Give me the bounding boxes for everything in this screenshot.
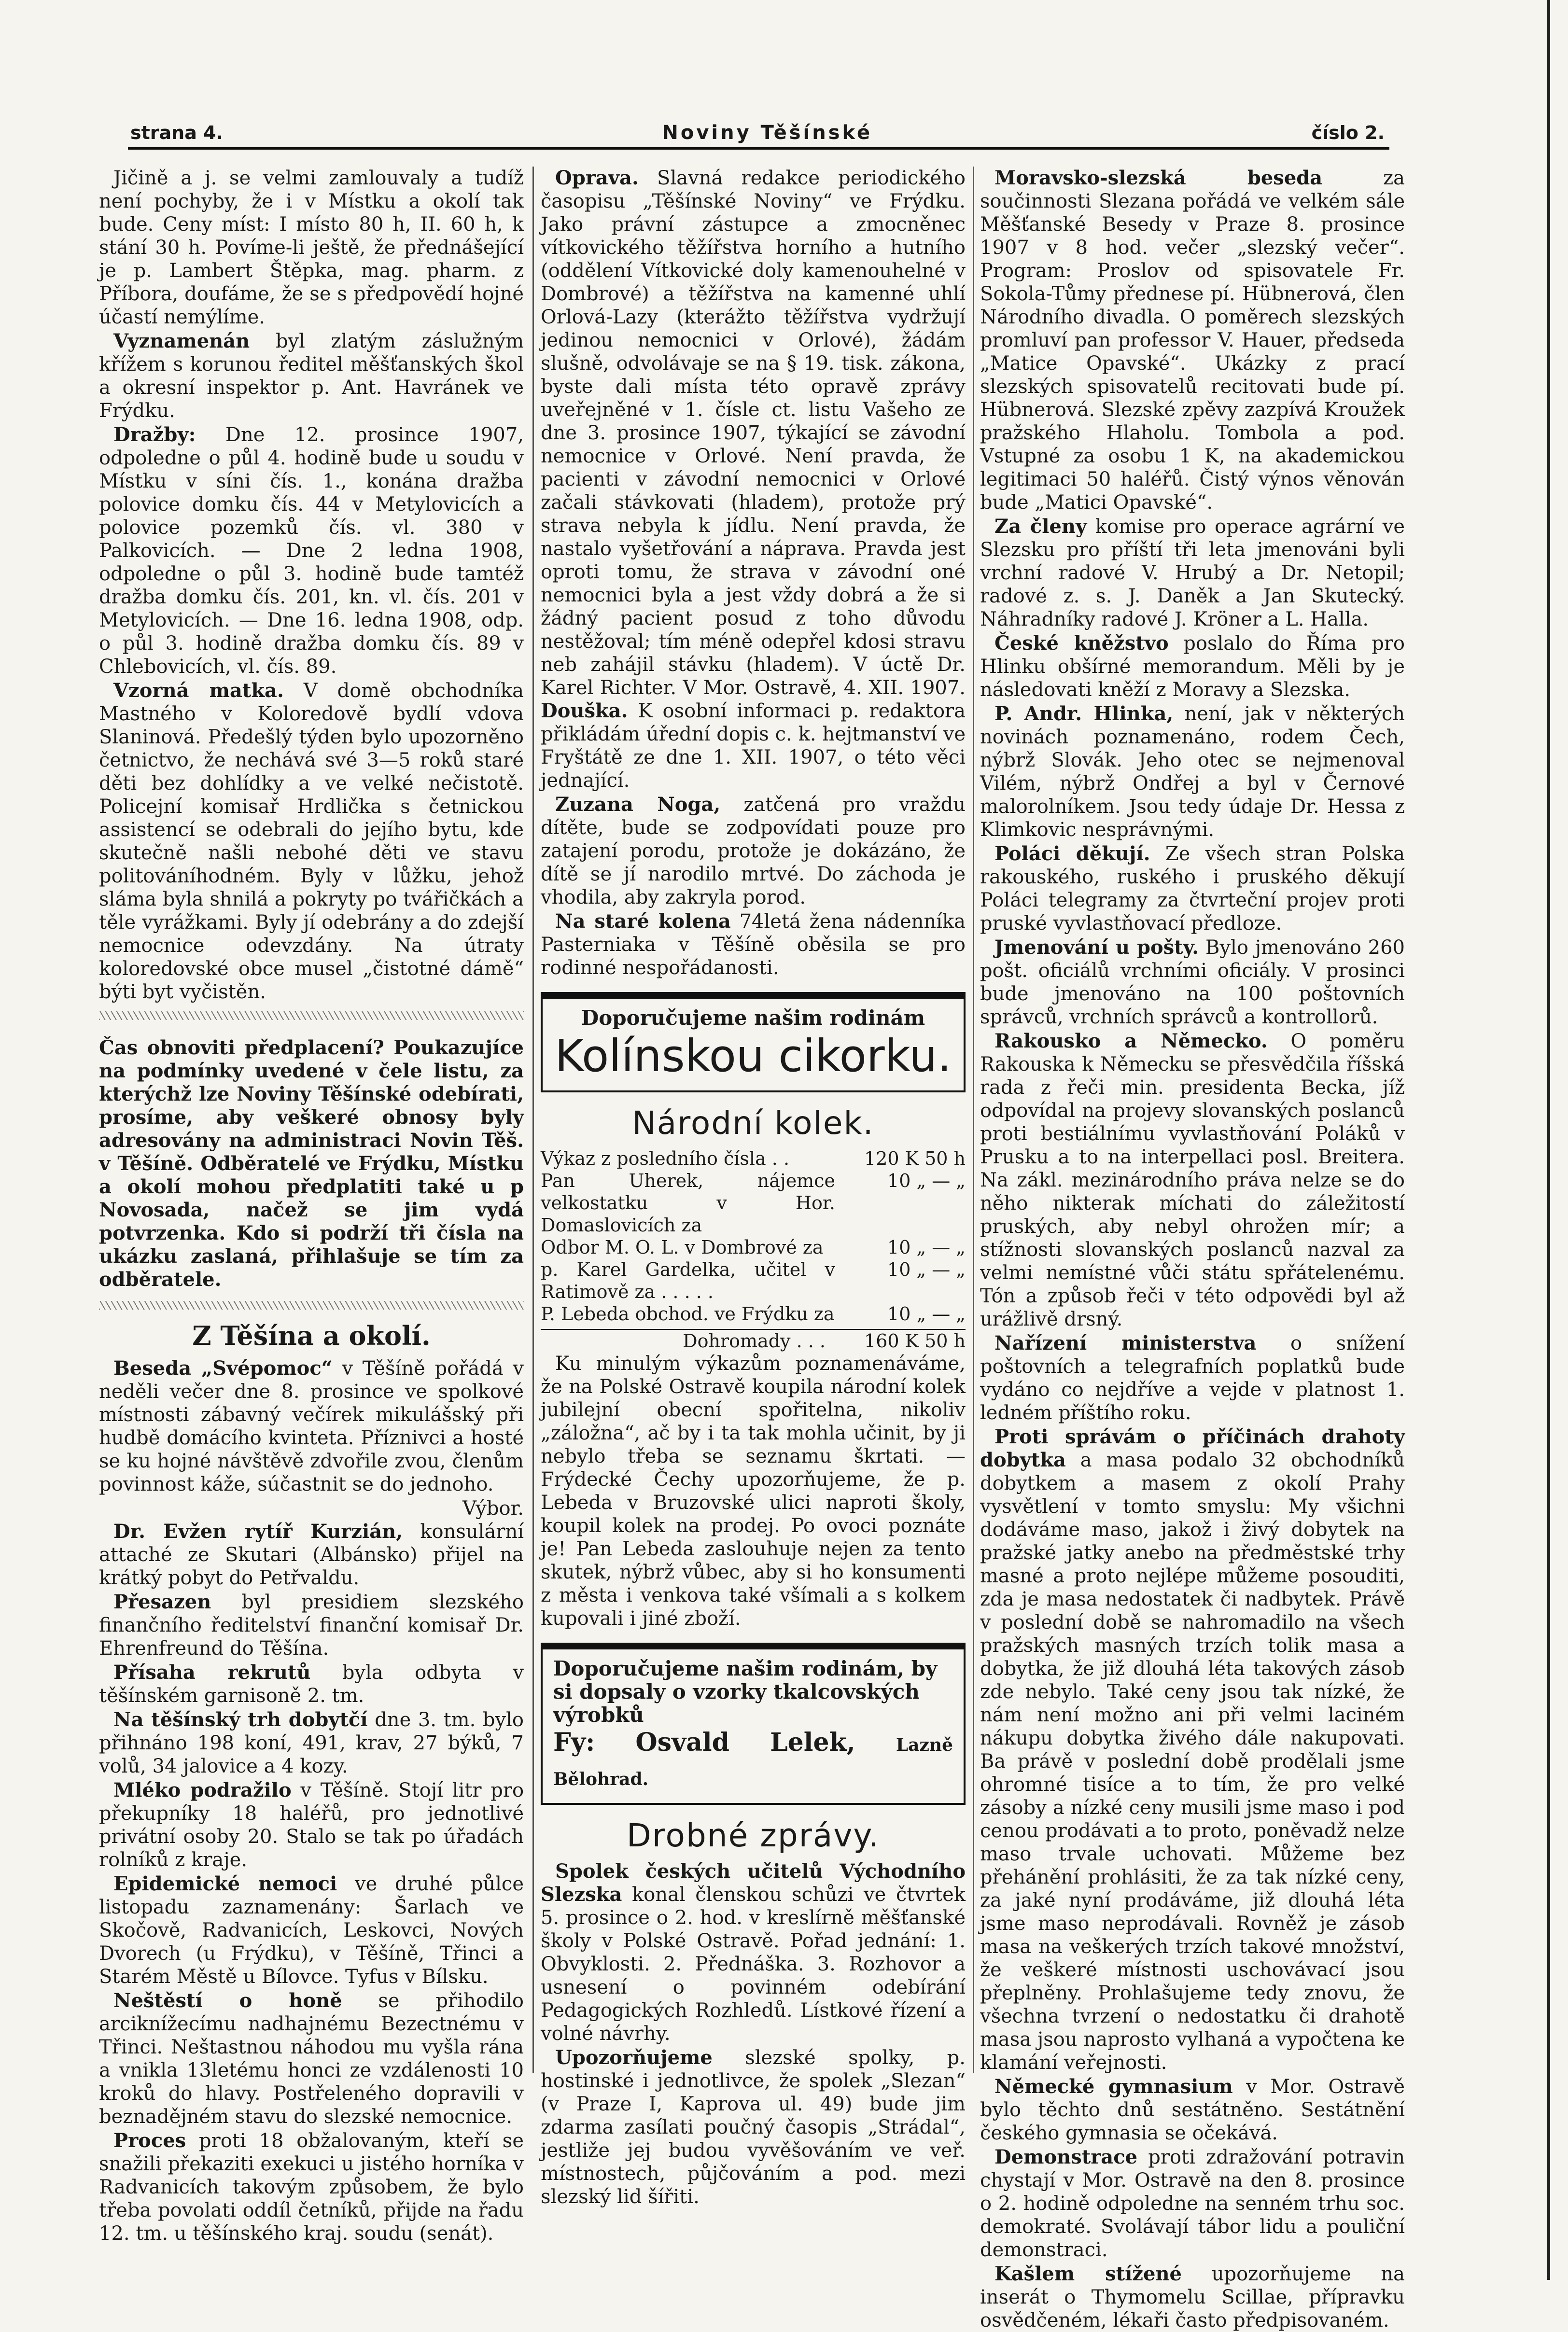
column-1 [99,167,524,2245]
donation-row: p. Karel Gardelka, učitel v Ratimově za . . . . . 10 „ — „ [541,1259,966,1302]
column-divider [973,167,974,2073]
newspaper-title: Noviny Těšínské [662,122,873,144]
article-lead: Dr. Evžen rytíř Kurzián, [113,1520,403,1543]
article-paragraph: Upozorňujeme slezské spolky, p. hostinské i jednotlivce, že spolek „Slezan“ (v Praze I, Kaprova ul. 49) bude jim zdarma zasílati poučný časopis „Strádal“, jestliže jej budou vyvěšováním ve veř. místnostech, půjčováním a pod. mezi slezský lid šířiti. [541,2046,966,2208]
section-heading: Drobné zprávy. [627,1817,880,1854]
article-paragraph: Vyznamenán byl zlatým záslužným křížem s korunou ředitel měšťanských škol a okresní inspektor p. Ant. Havránek ve Frýdku. [99,330,524,422]
article-lead: Jmenování u pošty. [994,936,1199,959]
article-lead: Demonstrace [994,2146,1138,2168]
signature: Výbor. [462,1497,524,1520]
article-paragraph: Dr. Evžen rytíř Kurzián, konsulární attaché ze Skutari (Albánsko) přijel na krátký pobyt do Petřvaldu. [99,1520,524,1589]
article-paragraph: Dražby: Dne 12. prosince 1907, odpoledne o půl 4. hodině bude u soudu v Místku v síni čís. 1., konána dražba polovice domku čís. 44 v Metylovicích a polovice pozemků čís. vl. 380 v Palkovicích. — Dne 2 ledna 1908, odpoledne o půl 3. hodině bude tamtéž dražba domku čís. 201, kn. vl. čís. 201 v Metylovicích. — Dne 16. ledna 1908, odp. o půl 3. hodině dražba domku čís. 89 v Chlebovicích, vl. čís. 89. [99,423,524,678]
article-lead: Za členy [994,515,1087,538]
article-lead: Na těšínský trh dobytčí [113,1708,368,1731]
article-lead: Rakousko a Německo. [994,1030,1268,1052]
article-paragraph: České kněžstvo poslalo do Říma pro Hlinku obšírné memorandum. Měli by je následovati kněží z Moravy a Slezska. [980,632,1405,701]
page-edge [1547,0,1550,2280]
article-lead: Kašlem stížené [994,2262,1182,2285]
donation-row: Výkaz z posledního čísla . . 120 K 50 h [541,1148,966,1169]
article-paragraph: Epidemické nemoci ve druhé půlce listopadu zaznamenány: Šarlach ve Skočově, Radvanicích, Leskovci, Nových Dvorech (u Frýdku), v Těšíně, Třinci a Starém Městě u Bílovce. Tyfus v Bílsku. [99,1872,524,1988]
article-paragraph: Proces proti 18 obžalovaným, kteří se snažili překaziti exekuci u jistého horníka v Radvanicích takovým způsobem, že bylo třeba povolati oddíl četníků, přijde na řadu 12. tm. u těšínského kraj. soudu (senát). [99,2129,524,2245]
article-paragraph: Spolek českých učitelů Východního Slezska konal členskou schůzi ve čtvrtek 5. prosince o 2. hod. v kreslírně měšťanské školy v Polské Ostravě. Pořad jednání: 1. Obvyklosti. 2. Přednáška. 3. Rozhovor a usnesení o povinném odebírání Pedagogických Rozhledů. Lístkové řízení a volné návrhy. [541,1860,966,2045]
article-paragraph: Jmenování u pošty. Bylo jmenováno 260 pošt. oficiálů vrchními oficiály. V prosinci bude jmenováno na 100 poštovních správců, vrchních správců a kontrollorů. [980,936,1405,1028]
article-lead: Na staré kolena [555,910,731,933]
article-paragraph: Vzorná matka. V domě obchodníka Mastného v Koloredově bydlí vdova Slaninová. Předešlý týden bylo upozorněno četnictvo, že nechává své 3—5 roků staré děti bez dohlídky a ve velké nečistotě. Policejní komisař Hrdlička s četnickou assistencí se odebrali do jejího bytu, kde skutečně našli nebohé děti ve stavu politováníhodném. Byly v lůžku, jehož sláma byla shnilá a pokryty po tvářičkách a těle vyrážkami. Byly jí odebrány a do zdejší nemocnice odevzdány. Na útraty koloredovské obce musel „čistotné dámě“ býti byt vyčistěn. [99,679,524,1003]
article-lead: Mléko podražilo [113,1779,292,1801]
article-lead: Poláci děkují. [994,842,1150,865]
section-heading: Národní kolek. [632,1104,874,1142]
ad-brand: Kolínskou cikorku. [555,1030,952,1082]
donation-row: Pan Uherek, nájemce velkostatku v Hor. Domaslovicích za 10 „ — „ [541,1170,966,1236]
article-lead: Moravsko-slezská beseda [994,167,1323,189]
issue-number: číslo 2. [1311,122,1385,143]
article-lead: P. Andr. Hlinka, [994,702,1174,725]
article-lead: Oprava. [555,167,639,189]
article-lead: Zuzana Noga, [555,793,721,816]
page-number: strana 4. [130,122,223,143]
ad-title: Doporučujeme našim rodinám, by si dopsaly o vzorky tkalcovských výrobků [553,1657,938,1727]
article-paragraph: Oprava. Slavná redakce periodického časopisu „Těšínské Noviny“ ve Frýdku. Jako právní zástupce a zmocněnec vítkovického těžířstva horního a hutního (oddělení Vítkovické doly kamenouhelné v Dombrové) a těžířstva na kamenné uhlí Orlová-Lazy (kterážto těžířstva vydržují jedinou nemocnici v Orlové), žádám slušně, odvolávaje se na § 19. tisk. zákona, byste dali místa této opravě zprávy uveřejněné v 1. čísle ct. listu Vašeho ze dne 3. prosince 1907, týkající se závodní nemocnice v Orlové. Není pravda, že pacienti v závodní nemocnici v Orlové začali stávkovati (hladem), protože prý strava nebyla k jídlu. Není pravda, že nastalo vyšetřování a náprava. Pravda jest oproti tomu, že strava v závodní oné nemocnici byla a jest vždy dobrá a že si žádný pacient posud z toho důvodu nestěžoval; tím méně odepřel kdosi stravu neb zahájil stávku (hladem). V úctě Dr. Karel Richter. V Mor. Ostravě, 4. XII. 1907. Douška. K osobní informaci p. redaktora přikládám úřední dopis c. k. hejtmanství ve Fryštátě ze dne 1. XII. 1907, o této věci jednající. [541,167,966,792]
article-lead: Přesazen [113,1591,211,1613]
ad-firm: Fy: Osvald Lelek, Lazně Bělohrad. [553,1728,953,1789]
article-paragraph: P. Andr. Hlinka, není, jak v některých novinách poznamenáno, rodem Čech, nýbrž Slovák. Jeho otec se nejmenoval Vilém, nýbrž Ondřej a byl v Černové malorolníkem. Jsou tedy údaje Dr. Hessa z Klimkovic nesprávnými. [980,702,1405,841]
page-header [130,116,1385,150]
article-lead: Proces [113,2129,186,2152]
ornamental-divider [99,1301,524,1310]
article-paragraph: Na staré kolena 74letá žena nádenníka Pasterniaka v Těšíně oběsila se pro rodinné nespořádanosti. [541,910,966,979]
article-lead: Neštěstí o honě [113,1989,342,2012]
article-paragraph: Přesazen byl presidiem slezského finančního ředitelství finanční komisař Dr. Ehrenfreund do Těšína. [99,1591,524,1660]
article-lead: Epidemické nemoci [113,1872,337,1895]
article-paragraph: Ku minulým výkazům poznamenáváme, že na Polské Ostravě koupila národní kolek jubilejní obecní spořitelna, nikoliv „záložna“, ač by i ta tak mohla učinit, by ji nebylo třeba se seznamu škrtati. — Frýdecké Čechy upozorňujeme, že p. Lebeda v Bruzovské ulici naproti školy, koupil kolek na prodej. Po ovoci poznáte je! Pan Lebeda zaslouhuje nejen za tento skutek, nýbrž vůbec, aby si ho konsumenti z města i venkova také všímali a s kolkem kupovali i jiné zboží. [541,1353,966,1630]
section-heading: Z Těšína a okolí. [192,1320,431,1351]
article-paragraph: Demonstrace proti zdražování potravin chystají v Mor. Ostravě na den 8. prosince o 2. hodině odpoledne na senném trhu soc. demokraté. Svolávají tábor lidu a pouliční demonstraci. [980,2146,1405,2261]
column-divider [532,167,534,2073]
article-paragraph: Německé gymnasium v Mor. Ostravě bylo těchto dnů sestátněno. Sestátnění českého gymnasia se očekává. [980,2075,1405,2144]
subscription-notice: Čas obnoviti předplacení? Poukazujíce na podmínky uvedené v čele listu, za kterýchž lze Noviny Těšínské odebírati, prosíme, aby veškeré obnosy byly adresovány na administraci Novin Těš. v Těšíně. Odběratelé ve Frýdku, Místku a okolí mohou předplatiti také u p Novosada, načež se jim vydá potvrzenka. Kdo si podrží tři čísla na ukázku zaslaná, přihlašuje se tím za odběratele. [99,1036,524,1291]
ad-title: Doporučujeme našim rodinám [581,1006,925,1030]
article-paragraph: Kašlem stížené upozorňujeme na inserát o Thymomelu Scillae, přípravku osvědčeném, lékaři často předpisovaném. [980,2262,1405,2332]
article-paragraph: Moravsko-slezská beseda za součinnosti Slezana pořádá ve velkém sále Měšťanské Besedy v Praze 8. prosince 1907 v 8 hod. večer „slezský večer“. Program: Proslov od spisovatele Fr. Sokola-Tůmy přednese pí. Hübnerová, člen Národního divadla. O poměrech slezských promluví pan professor V. Hauer, předseda „Matice Opavské“. Ukázky z prací slezských spisovatelů recitovati bude pí. Hübnerová. Slezské zpěvy zazpívá Kroužek pražského Hlaholu. Tombola a pod. Vstupné za osobu 1 K, na akademickou legitimaci 50 haléřů. Čistý výnos věnován bude „Matici Opavské“. [980,167,1405,514]
article-lead: Douška. [541,699,628,722]
article-lead: Vzorná matka. [113,679,284,702]
donation-total: Dohromady . . . 160 K 50 h [541,1329,966,1352]
article-paragraph: Přísaha rekrutů byla odbyta v těšínském garnisoně 2. tm. [99,1661,524,1707]
article-paragraph: Beseda „Svépomoc“ v Těšíně pořádá v neděli večer dne 8. prosince ve spolkové místnosti zábavný večírek mikulášský při hudbě domácího kvinteta. Příznivci a hosté se ku hojné návštěvě zdvořile zvou, členům povinnost káže, súčastnit se do jednoho. [99,1357,524,1495]
column-2 [541,167,966,2208]
article-paragraph: Proti správám o příčinách drahoty dobytka a masa podalo 32 obchodníků dobytkem a masem z okolí Prahy vysvětlení v tomto smyslu: My všichni dodáváme maso, jakož i živý dobytek na pražské jatky anebo na předměstské trhy masné a proto nejlépe můžeme posouditi, zda je masa nedostatek či nadbytek. Právě v poslední době se nahromadilo na všech pražských masných trzích tolik masa a dobytka, že již dlouhá léta takových zásob zde nebylo. Také ceny jsou tak nízké, že nám není možno ani při velmi laciném nákupu dobytka živého dále nakupovati. Ba právě v poslední době prodělali jsme ohromné tisíce a to tím, že pro velké zásoby a nízké ceny musili jsme maso i pod cenou prodávati a to proto, poněvadž nelze maso trvale uchovati. Můžeme bez přehánění prohlásiti, že za tak nízké ceny, za jaké nyní prodáváme, již dlouhá léta jsme maso neprodávali. Rovněž je zásob masa na veškerých trzích takové množství, že veškeré místnosti uschovávací jsou přeplněny. Prohlašujeme tedy znovu, že všechna tvrzení o nedostatku či drahotě masa jsou naprosto vylhaná a vypočtena ke klamání veřejnosti. [980,1425,1405,2074]
article-lead: Upozorňujeme [555,2046,713,2069]
article-lead: Dražby: [113,423,196,446]
article-lead: Německé gymnasium [994,2075,1233,2098]
article-lead: Spolek českých učitelů Východního Slezska [541,1860,966,1906]
ornamental-divider [99,1011,524,1020]
header-rule [128,147,1389,150]
donation-row: Odbor M. O. L. v Dombrové za 10 „ — „ [541,1237,966,1258]
advertisement-weaving [541,1643,966,1805]
article-paragraph: Rakousko a Německo. O poměru Rakouska k Německu se přesvědčila říšská rada z řeči min. presidenta Becka, jíž odpovídal na projevy slovanských poslanců proti bestiálnímu vyvlastňování Poláků v Prusku a to na interpellaci posl. Breitera. Na zákl. mezinárodního práva nelze se do něho nikterak míchati do záležitostí pruských, aby nebyl ohrožen mír; a stížnosti slovanských poslanců nazval za velmi nemístné vůči státu spřátelenému. Tón a způsob řeči v této odpovědi byl až urážlivě drsný. [980,1030,1405,1330]
article-paragraph: Mléko podražilo v Těšíně. Stojí litr pro překupníky 18 haléřů, pro jednotlivé privátní osoby 20. Stalo se tak po úřadách rolníků z kraje. [99,1779,524,1871]
article-paragraph: Za členy komise pro operace agrární ve Slezsku pro příští tři leta jmenováni byli vrchní radové V. Hrubý a Dr. Netopil; radové z. s. J. Daněk a Jan Skutecký. Náhradníky radové J. Kröner a L. Halla. [980,515,1405,630]
article-lead: Beseda „Svépomoc“ [113,1357,333,1380]
article-paragraph: Jičině a j. se velmi zamlouvaly a tudíž není pochyby, že i v Místku a okolí tak bude. Ceny míst: I místo 80 h, II. 60 h, k stání 30 h. Povíme-li ještě, že přednášející je p. Lambert Štěpka, mag. pharm. z Příbora, doufáme, že se s předpovědí hojné účastí nemýlíme. [99,167,524,328]
article-lead: České kněžstvo [994,632,1169,655]
article-paragraph: Poláci děkují. Ze všech stran Polska rakouského, ruského i pruského děkují Poláci telegramy za čtvrteční projev proti pruské vyvlastňovací předloze. [980,842,1405,935]
advertisement-chicory [541,992,966,1092]
article-lead: Vyznamenán [113,330,250,352]
article-lead: Proti správám o příčinách drahoty dobytka [980,1425,1405,1471]
article-paragraph: Zuzana Noga, zatčená pro vraždu dítěte, bude se zodpovídati pouze pro zatajení porodu, protože je dokázáno, že dítě se jí narodilo mrtvé. Do záchoda je vhodila, aby zakryla porod. [541,793,966,908]
article-lead: Přísaha rekrutů [113,1661,311,1684]
article-paragraph: Na těšínský trh dobytčí dne 3. tm. bylo přihnáno 198 koní, 491, krav, 27 býků, 7 volů, 34 jalovice a 4 kozy. [99,1708,524,1777]
donation-row: P. Lebeda obchod. ve Frýdku za 10 „ — „ [541,1303,966,1325]
article-lead: Nařízení ministerstva [994,1332,1257,1355]
donation-list [541,1147,966,1352]
article-paragraph: Nařízení ministerstva o snížení poštovních a telegrafních poplatků bude vydáno co nejdříve a vejde v platnost 1. ledném příštího roku. [980,1332,1405,1424]
column-3 [980,167,1405,2332]
article-paragraph: Neštěstí o honě se přihodilo arciknížecímu nadhajnému Bezectnému v Třinci. Neštastnou náhodou mu vyšla rána a vnikla 13letému honci ze vzdálenosti 10 kroků do hlavy. Postřeleného dopravili v beznadějném stavu do slezské nemocnice. [99,1989,524,2128]
